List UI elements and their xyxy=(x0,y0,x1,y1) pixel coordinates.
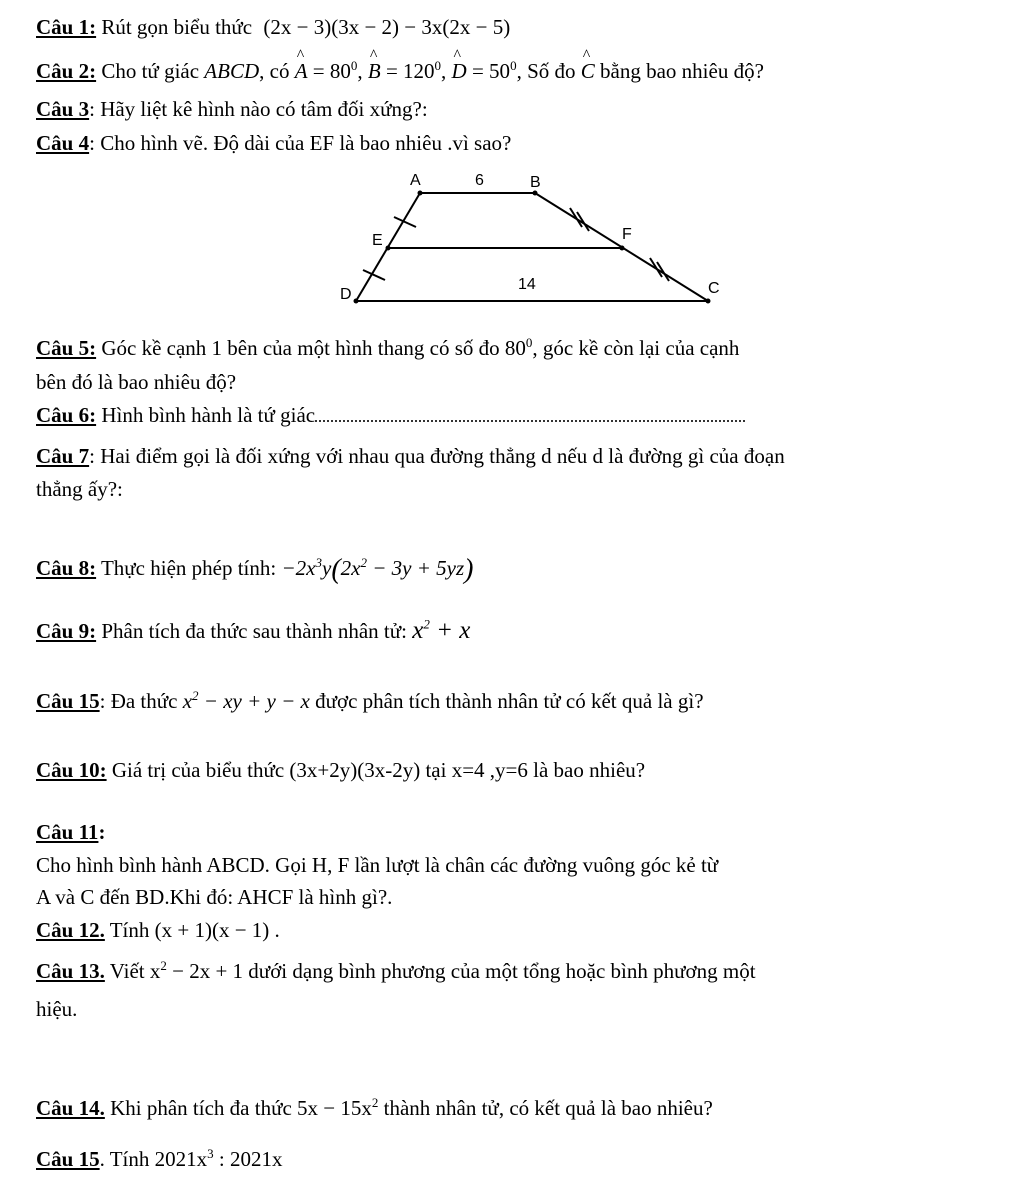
question-text: Cho tứ giác xyxy=(96,59,205,83)
question-11 xyxy=(36,819,1014,845)
question-label: Câu 12. xyxy=(36,918,105,942)
question-text: bên đó là bao nhiêu độ? xyxy=(36,370,237,394)
question-label: Câu 5: xyxy=(36,336,97,360)
degree: 0 xyxy=(510,58,517,73)
question-text: , góc kề còn lại của cạnh xyxy=(532,336,740,360)
question-9 xyxy=(36,615,1014,646)
length-dc: 14 xyxy=(518,276,536,293)
question-text: thẳng ấy?: xyxy=(36,477,123,501)
question-text: , có xyxy=(259,59,295,83)
question-label: Câu 14. xyxy=(36,1096,105,1120)
question-label: Câu 4 xyxy=(36,131,90,155)
point-e-label: E xyxy=(372,232,383,249)
question-text: − 2x + 1 dưới dạng bình phương của một tổng hoặc bình phương một xyxy=(166,959,756,983)
question-text: : 2021x xyxy=(213,1147,283,1171)
question-text: : Hai điểm gọi là đối xứng với nhau qua đường thẳng d nếu d là đường gì của đoạn xyxy=(89,444,785,468)
question-text: Rút gọn biểu thức xyxy=(96,15,258,39)
angle-a: ^ A xyxy=(295,58,308,84)
question-text: : Cho hình vẽ. Độ dài của EF là bao nhiêu .vì sao? xyxy=(89,131,512,155)
question-text: thành nhân tử, có kết quả là bao nhiêu? xyxy=(378,1096,713,1120)
question-text: Phân tích đa thức sau thành nhân tử: xyxy=(96,619,413,643)
question-14 xyxy=(36,1095,1014,1121)
question-label: Câu 8: xyxy=(36,556,97,580)
answer-blank xyxy=(315,406,745,422)
degree: 0 xyxy=(434,58,442,73)
question-11-line-2 xyxy=(36,884,1014,910)
question-13 xyxy=(36,958,1014,984)
question-text: Tính (x + 1)(x − 1) . xyxy=(104,918,280,942)
question-text: Viết x xyxy=(104,959,161,983)
question-15b xyxy=(36,1146,1014,1172)
degree: 0 xyxy=(350,58,358,73)
question-7-line-2 xyxy=(36,476,1014,502)
question-label: Câu 1: xyxy=(36,15,97,39)
question-13-line-2 xyxy=(36,996,1014,1022)
question-colon: : xyxy=(98,820,106,844)
question-text: Hình bình hành là tứ giác xyxy=(96,403,316,427)
question-text: Góc kề cạnh 1 bên của một hình thang có số đo xyxy=(96,336,505,360)
question-text: bằng bao nhiêu độ? xyxy=(594,59,764,83)
expression: (2x − 3)(3x − 2) − 3x(2x − 5) xyxy=(263,15,511,39)
question-label: Câu 7 xyxy=(36,444,90,468)
question-4 xyxy=(36,130,1014,156)
question-text: . Tính 2021x xyxy=(99,1147,208,1171)
exponent: 2 xyxy=(371,1095,379,1110)
point-d-label: D xyxy=(340,286,352,303)
question-text: Thực hiện phép tính: xyxy=(96,556,282,580)
question-text: A và C đến BD.Khi đó: AHCF là hình gì?. xyxy=(36,885,393,909)
question-text: Khi phân tích đa thức 5x − 15x xyxy=(104,1096,372,1120)
angle-value: 80 xyxy=(504,336,526,360)
question-12 xyxy=(36,917,1014,943)
question-5 xyxy=(36,335,1014,361)
expression: $-2x^3y(2x^2 - 3y + 5yz)$ xyxy=(281,554,474,585)
question-text: , Số đo xyxy=(516,59,581,83)
question-15a xyxy=(36,688,1014,714)
quad-name: ABCD xyxy=(204,59,260,83)
angle-a-value: = 80 xyxy=(307,59,351,83)
angle-c: ^ C xyxy=(581,58,595,84)
point-b-label: B xyxy=(530,174,541,191)
question-label: Câu 3 xyxy=(36,97,90,121)
angle-b-value: = 120 xyxy=(380,59,435,83)
question-label: Câu 13. xyxy=(36,959,105,983)
separator: , xyxy=(441,59,452,83)
question-text: Cho hình bình hành ABCD. Gọi H, F lần lượt là chân các đường vuông góc kẻ từ xyxy=(36,853,719,877)
exponent: 2 xyxy=(160,958,167,973)
angle-d-value: = 50 xyxy=(466,59,511,83)
question-8 xyxy=(36,552,1014,587)
length-ab: 6 xyxy=(475,172,484,189)
angle-d: ^ D xyxy=(452,58,467,84)
question-5-line-2 xyxy=(36,369,1014,395)
question-text: được phân tích thành nhân tử có kết quả là gì? xyxy=(309,689,704,713)
question-1 xyxy=(36,14,1014,40)
expression: $x^2 + x$ xyxy=(412,616,471,644)
trapezoid-figure xyxy=(330,165,730,315)
question-label: Câu 2: xyxy=(36,59,97,83)
question-text: : Hãy liệt kê hình nào có tâm đối xứng?: xyxy=(89,97,428,121)
degree: 0 xyxy=(525,335,533,350)
question-6 xyxy=(36,402,1014,428)
angle-b: ^ B xyxy=(368,58,381,84)
question-label: Câu 10: xyxy=(36,758,107,782)
question-3 xyxy=(36,96,1014,122)
question-label: Câu 9: xyxy=(36,619,97,643)
question-text: : Đa thức xyxy=(99,689,183,713)
question-label: Câu 15 xyxy=(36,1147,100,1171)
question-label: Câu 15 xyxy=(36,689,100,713)
question-label: Câu 11 xyxy=(36,820,99,844)
question-10 xyxy=(36,757,1014,783)
expression: $x^2$ − xy + y − x xyxy=(182,688,310,713)
question-text: Giá trị của biểu thức (3x+2y)(3x-2y) tại x=4 ,y=6 là bao nhiêu? xyxy=(106,758,646,782)
question-2 xyxy=(36,58,1014,84)
point-a-label: A xyxy=(410,172,421,189)
question-7 xyxy=(36,443,1014,469)
question-text: hiệu. xyxy=(36,997,78,1021)
point-f-label: F xyxy=(622,226,632,243)
question-11-line-1 xyxy=(36,852,1014,878)
point-c-label: C xyxy=(708,280,720,297)
question-label: Câu 6: xyxy=(36,403,97,427)
separator: , xyxy=(357,59,368,83)
exponent: 3 xyxy=(207,1146,214,1161)
